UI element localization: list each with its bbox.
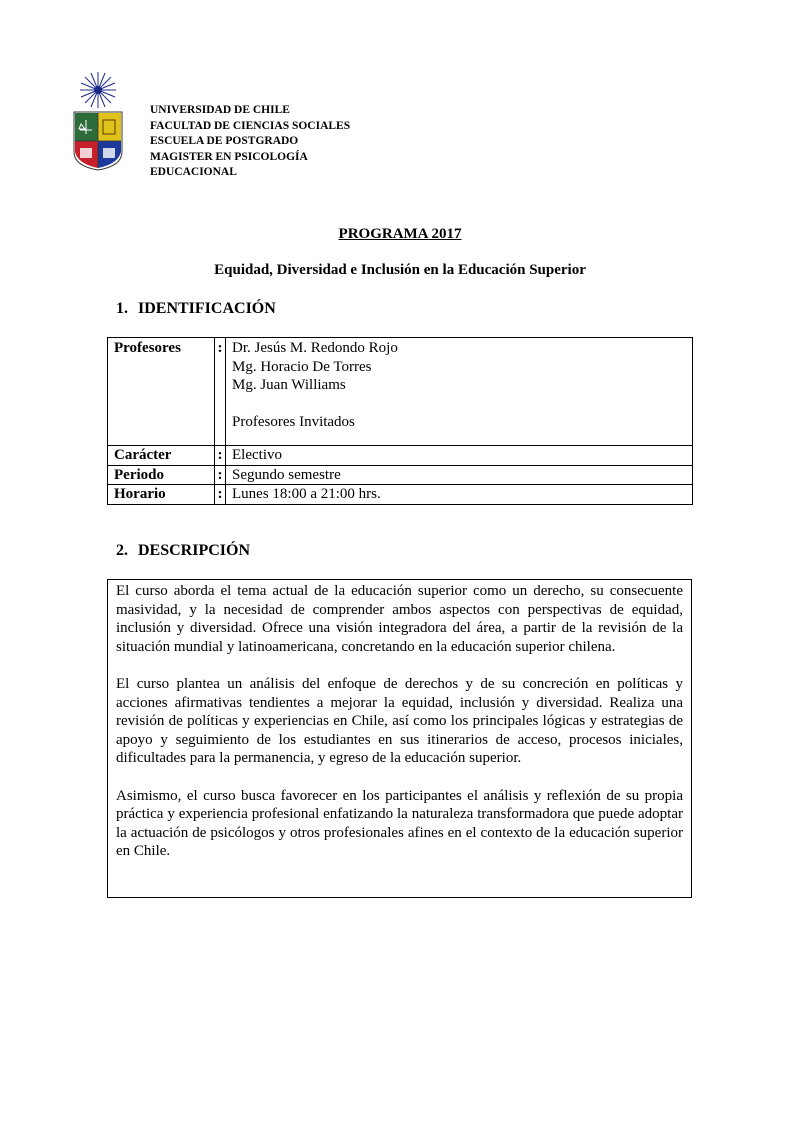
table-row-horario [108,485,693,505]
horario-label: Horario [108,485,215,505]
description-box [107,579,692,898]
institution-header [150,103,350,181]
section-number: 1. [116,300,128,317]
header-line-program-cont: EDUCACIONAL [150,166,237,178]
profesores-label: Profesores [108,338,215,446]
header-line-program: MAGISTER EN PSICOLOGÍA [150,150,308,163]
table-row-periodo [108,465,693,485]
section-title: IDENTIFICACIÓN [138,300,276,317]
profesor-2: Mg. Horacio De Torres [232,358,372,375]
separator: : [215,446,226,466]
profesores-invitados: Profesores Invitados [232,413,355,430]
separator: : [215,465,226,485]
periodo-label: Periodo [108,465,215,485]
section-heading-identification [116,300,276,318]
profesor-3: Mg. Juan Williams [232,377,346,393]
separator: : [215,338,226,446]
description-paragraph: Asimismo, el curso busca favorecer en los participantes el análisis y reflexión de su propia práctica y experiencia profesional enfatizando la naturaleza transformadora que puede adoptar la actuación de psicólogos y otros profesionales afines en el contexto de la educación superior en Chile. [116,787,683,860]
section-heading-descripcion [116,542,250,560]
table-row-profesores [108,338,693,446]
table-row-caracter [108,446,693,466]
course-title: Equidad, Diversidad e Inclusión en la Educación Superior [214,262,586,278]
header-line-faculty: FACULTAD DE CIENCIAS SOCIALES [150,119,351,132]
separator: : [215,485,226,505]
horario-value: Lunes 18:00 a 21:00 hrs. [226,485,693,505]
identification-table [107,337,693,505]
section-number: 2. [116,542,128,559]
description-paragraph: El curso plantea un análisis del enfoque de derechos y de su concreción en políticas y acciones afirmativas tendientes a mejorar la equidad, inclusión y diversidad. Realiza una revisión de políticas y experiencias en Chile, así como los principales lógicas y estrategias de apoyo y seguimiento de los estudiantes en sus itinerarios de acceso, procesos iniciales, dificultades para la permanencia, y egreso de la educación superior. [116,675,683,767]
caracter-label: Carácter [108,446,215,466]
header-line-university: UNIVERSIDAD DE CHILE [150,104,290,116]
section-title: DESCRIPCIÓN [138,542,251,559]
profesor-1: Dr. Jesús M. Redondo Rojo [232,340,398,356]
periodo-value: Segundo semestre [226,465,693,485]
program-title: PROGRAMA 2017 [338,226,462,242]
description-paragraph: El curso aborda el tema actual de la educación superior como un derecho, su consecuente masividad, y la necesidad de comprender ambos aspectos con perspectivas de equidad, inclusión y diversidad. Ofrece una visión integradora del área, a partir de la revisión de la situación mundial y latinoamericana, concretando en la educación superior chilena. [116,583,683,655]
profesores-value [226,338,693,446]
header-line-school: ESCUELA DE POSTGRADO [150,135,299,147]
universidad-de-chile-crest-icon [70,68,126,172]
caracter-value: Electivo [226,446,693,466]
